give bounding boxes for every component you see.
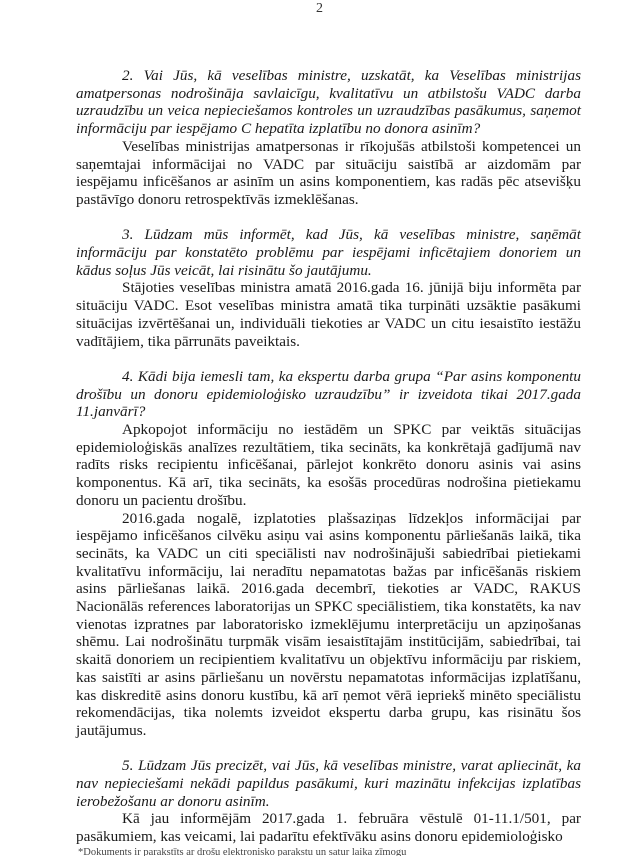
section-spacer [76,740,581,758]
section-question-3 [76,226,581,350]
section-question-2 [76,67,581,209]
page-number: 2 [316,1,323,16]
question-5-text: 5. Lūdzam Jūs precizēt, vai Jūs, kā veselības ministre, varat apliecināt, ka nav nepieciešami nekādi papildus pasākumi, kuri mazinātu infekcijas izplatības ierobežošanu ar donoru asinīm. [76,757,581,810]
answer-4-paragraph-1: Apkopojot informāciju no iestādēm un SPKC par veiktās situācijas epidemioloģiskās analīzes rezultātiem, tika secināts, ka konkrētajā gadījumā nav radīts risks recipientu inficēšanai, pārlejot konkrēto donoru asinis vai asins komponentus. Kā arī, tika secināts, ka esošās procedūras nodrošina pietiekamu donoru un pacientu drošību. [76,421,581,509]
question-2-text: 2. Vai Jūs, kā veselības ministre, uzskatāt, ka Veselības ministrijas amatpersonas nodrošināja savlaicīgu, kvalitatīvu un atbilstošu VADC darba uzraudzību un veica nepieciešamos kontroles un uzraudzības pasākumus, saņemot informāciju par iespējamo C hepatīta izplatību no donora asinīm? [76,67,581,138]
answer-3-paragraph-1: Stājoties veselības ministra amatā 2016.gada 16. jūnijā biju informēta par situāciju VADC. Esot veselības ministra amatā tika turpināti uzsāktie pasākumi situācijas izvērtēšanai un, individuāli tiekoties ar VADC un citu iesaistīto iestāžu vadītājiem, tika pārrunāts paveiktais. [76,279,581,350]
section-question-5 [76,757,581,846]
section-spacer [76,209,581,227]
question-4-text: 4. Kādi bija iemesli tam, ka ekspertu darba grupa “Par asins komponentu drošību un donoru epidemioloģisko uzraudzību” ir izveidota tikai 2017.gada 11.janvārī? [76,367,581,421]
answer-5-paragraph-1: Kā jau informējām 2017.gada 1. februāra vēstulē 01-11.1/501, par pasākumiem, kas veicami, lai padarītu efektīvāku asins donoru epidemioloģisko [76,810,581,846]
question-3-text: 3. Lūdzam mūs informēt, kad Jūs, kā veselības ministre, saņēmāt informāciju par konstatēto problēmu par iespējami inficētajiem donoriem un kādus soļus Jūs veicāt, lai risinātu šo jautājumu. [76,226,581,279]
answer-2-paragraph-1: Veselības ministrijas amatpersonas ir rīkojušās atbilstoši kompetencei un saņemtajai informācijai no VADC par situāciju saistībā ar aizdomām par iespējamu inficēšanos ar asinīm un asins komponentiem, kas radās pēc atsevišķu pastāvīgo donoru retrospektīvās izmeklēšanas. [76,137,581,208]
document-body [76,67,581,846]
section-spacer [76,350,581,368]
answer-4-paragraph-2: 2016.gada nogalē, izplatoties plašsaziņas līdzekļos informācijai par iespējamo inficēšanos cilvēku asiņu vai asins komponentu pārliešanās laikā, tika secināts, ka VADC un citi speciālisti nav nodrošinājuši sabiedrībai pietiekami kvalitatīvu informāciju, lai neradītu nepamatotas bažas par inficēšanās riskiem asins pārliešanas laikā. 2016.gada decembrī, tiekoties ar VADC, RAKUS Nacionālās references laboratorijas un SPKC speciālistiem, tika konstatēts, ka nav vienotas izpratnes par laboratorisko izmeklējumu interpretāciju un apziņošanas shēmu. Lai nodrošinātu turpmāk visām iesaistītajām institūcijām, sabiedrībai, tai skaitā donoriem un recipientiem kvalitatīvu un objektīvu informāciju par riskiem, kas saistīti ar asins pārliešanu un novērstu nepamatotas informācijas izplatīšanu, kas diskreditē asins donoru kustību, kā arī ņemot vērā iepriekš minēto speciālistu rekomendācijas, tika nolemts izveidot ekspertu darba grupu, kas risinātu šos jautājumus. [76,509,581,739]
signature-footnote: *Dokuments ir parakstīts ar drošu elektronisko parakstu un satur laika zīmogu [78,847,407,856]
section-question-4 [76,368,581,740]
